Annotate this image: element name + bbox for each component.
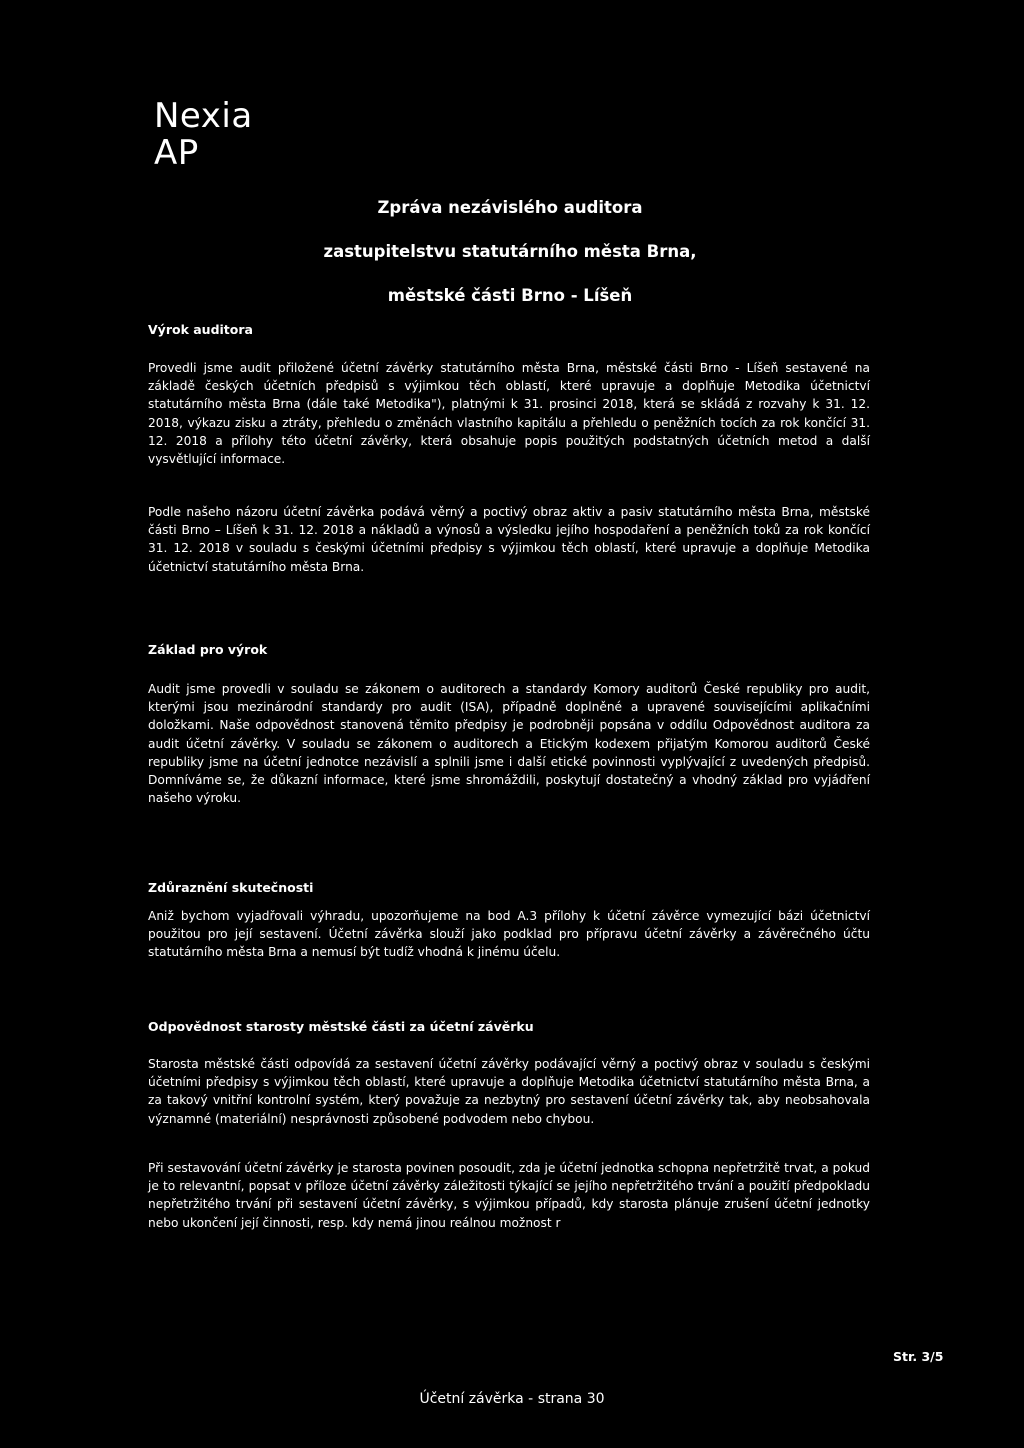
paragraph-vyrok-1: Provedli jsme audit přiložené účetní závěrky statutárního města Brna, městské části Brno - Líšeň sestavené na základě českých účetních předpisů s výjimkou těch oblastí, které upravuje a doplňuje Metodika účetnictví statutárního města Brna (dále také Metodika"), platnými k 31. prosinci 2018, která se skládá z rozvahy k 31. 12. 2018, výkazu zisku a ztráty, přehledu o změnách vlastního kapitálu a přehledu o peněžních tocích za rok končící 31. 12. 2018 a přílohy této účetní závěrky, která obsahuje popis použitých podstatných účetních metod a další vysvětlující informace.	[148, 361, 870, 467]
logo-line-2: AP	[154, 133, 199, 173]
paragraph-odpov-1: Starosta městské části odpovídá za sestavení účetní závěrky podávající věrný a poctivý obraz v souladu s českými účetními předpisy s výjimkou těch oblastí, které upravuje a doplňuje Metodika účetnictví statutárního města Brna, a za takový vnitřní kontrolní systém, který považuje za nezbytný pro sestavení účetní závěrky tak, aby neobsahovala významné (materiální) nesprávnosti způsobené podvodem nebo chybou.	[148, 1057, 870, 1126]
report-addressee: zastupitelstvu statutárního města Brna,	[323, 242, 697, 261]
heading-zdurazneni-skutecnosti: Zdůraznění skutečnosti	[148, 880, 314, 895]
paragraph-vyrok-2: Podle našeho názoru účetní závěrka podává věrný a poctivý obraz aktiv a pasiv statutárního města Brna, městské části Brno – Líšeň k 31. 12. 2018 a nákladů a výnosů a výsledku jejího hospodaření a peněžních toků za rok končící 31. 12. 2018 v souladu s českými účetními předpisy s výjimkou těch oblastí, které upravuje a doplňuje Metodika účetnictví statutárního města Brna.	[148, 505, 870, 574]
page-footer: Účetní závěrka - strana 30	[419, 1391, 605, 1407]
heading-vyrok-auditora: Výrok auditora	[148, 322, 253, 337]
report-subject: městské části Brno - Líšeň	[387, 286, 633, 305]
nexia-ap-logo	[154, 98, 253, 172]
heading-zaklad-pro-vyrok: Základ pro výrok	[148, 642, 268, 657]
report-title: Zpráva nezávislého auditora	[377, 198, 643, 217]
paragraph-odpov-2: Při sestavování účetní závěrky je starosta povinen posoudit, zda je účetní jednotka schopna nepřetržitě trvat, a pokud je to relevantní, popsat v příloze účetní závěrky záležitosti týkající se jejího nepřetržitého trvání a použití předpokladu nepřetržitého trvání při sestavení účetní závěrky, s výjimkou případů, kdy starosta plánuje zrušení účetní jednotky nebo ukončení její činnosti, resp. kdy nemá jinou reálnou možnost r	[148, 1161, 870, 1230]
paragraph-zaklad-1: Audit jsme provedli v souladu se zákonem o auditorech a standardy Komory auditorů České republiky pro audit, kterými jsou mezinárodní standardy pro audit (ISA), případně doplněné a upravené souvisejícími aplikačními doložkami. Naše odpovědnost stanovená těmito předpisy je podrobněji popsána v oddílu Odpovědnost auditora za audit účetní závěrky. V souladu se zákonem o auditorech a Etickým kodexem přijatým Komorou auditorů České republiky jsme na účetní jednotce nezávislí a splnili jsme i další etické povinnosti vyplývající z uvedených předpisů. Domníváme se, že důkazní informace, které jsme shromáždili, poskytují dostatečný a vhodný základ pro vyjádření našeho výroku.	[148, 682, 870, 806]
paragraph-zduraz-1: Aniž bychom vyjadřovali výhradu, upozorňujeme na bod A.3 přílohy k účetní závěrce vymezující bázi účetnictví použitou pro její sestavení. Účetní závěrka slouží jako podklad pro přípravu účetní závěrky a závěrečného účtu statutárního města Brna a nemusí být tudíž vhodná k jinému účelu.	[148, 909, 870, 960]
heading-odpovednost-starosty: Odpovědnost starosty městské části za účetní závěrku	[148, 1019, 534, 1034]
page-number: Str. 3/5	[893, 1349, 944, 1364]
logo-line-1: Nexia	[154, 96, 253, 136]
